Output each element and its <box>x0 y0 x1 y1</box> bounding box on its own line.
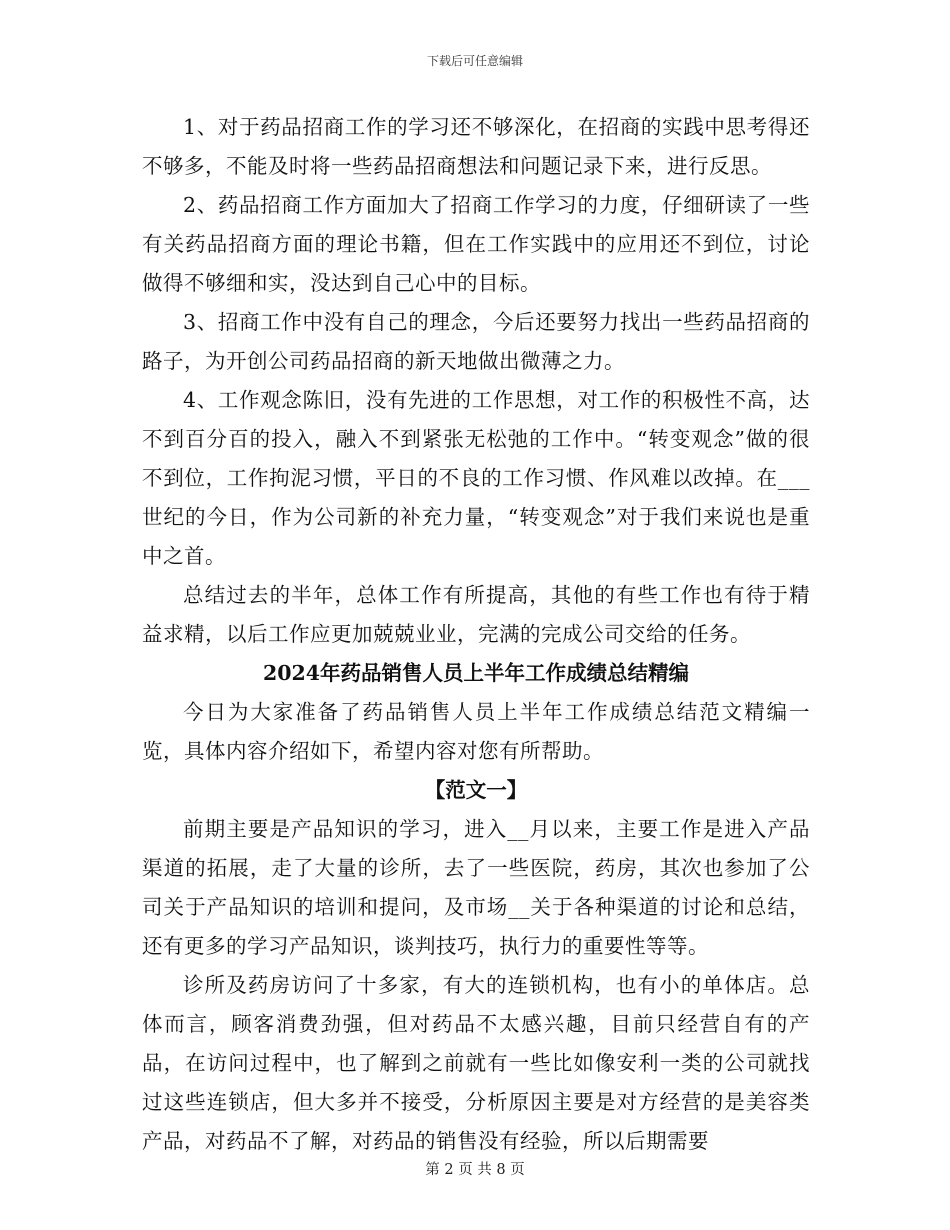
sample-paragraph-2: 诊所及药房访问了十多家，有大的连锁机构，也有小的单体店。总体而言，顾客消费劲强，但对药品不太感兴趣，目前只经营自有的产品，在访问过程中，也了解到之前就有一些比如像安利一类的公司就找过这些连锁店，但大多并不接受，分析原因主要是对方经营的是美容类产品，对药品不了解，对药品的销售没有经验，所以后期需要 <box>142 973 810 1153</box>
sample-heading: 【范文一】 <box>424 778 528 802</box>
article-intro: 今日为大家准备了药品销售人员上半年工作成绩总结范文精编一览，具体内容介绍如下，希望内容对您有所帮助。 <box>142 700 810 763</box>
sample-paragraph-1: 前期主要是产品知识的学习，进入__月以来，主要工作是进入产品渠道的拓展，走了大量的诊所，去了一些医院，药房，其次也参加了公司关于产品知识的培训和提问，及市场__关于各种渠道的讨论和总结，还有更多的学习产品知识，谈判技巧，执行力的重要性等等。 <box>142 817 810 958</box>
paragraph-item-1: 1、对于药品招商工作的学习还不够深化，在招商的实践中思考得还不够多，不能及时将一些药品招商想法和问题记录下来，进行反思。 <box>142 115 810 178</box>
paragraph-item-4: 4、工作观念陈旧，没有先进的工作思想，对工作的积极性不高，达不到百分百的投入，融入不到紧张无松弛的工作中。“转变观念”做的很不到位，工作拘泥习惯，平日的不良的工作习惯、作风难以改掉。在___世纪的今日，作为公司新的补充力量，“转变观念”对于我们来说也是重中之首。 <box>142 388 810 568</box>
header-note: 下载后可任意编辑 <box>426 54 523 68</box>
paragraph-summary: 总结过去的半年，总体工作有所提高，其他的有些工作也有待于精益求精，以后工作应更加兢兢业业，完满的完成公司交给的任务。 <box>142 583 810 646</box>
article-title: 2024年药品销售人员上半年工作成绩总结精编 <box>262 661 690 685</box>
document-body <box>142 108 810 1161</box>
page-number: 第 2 页 共 8 页 <box>425 1162 525 1178</box>
paragraph-item-3: 3、招商工作中没有自己的理念，今后还要努力找出一些药品招商的路子，为开创公司药品招商的新天地做出微薄之力。 <box>142 310 810 373</box>
paragraph-item-2: 2、药品招商工作方面加大了招商工作学习的力度，仔细研读了一些有关药品招商方面的理论书籍，但在工作实践中的应用还不到位，讨论做得不够细和实，没达到自己心中的目标。 <box>142 193 810 295</box>
